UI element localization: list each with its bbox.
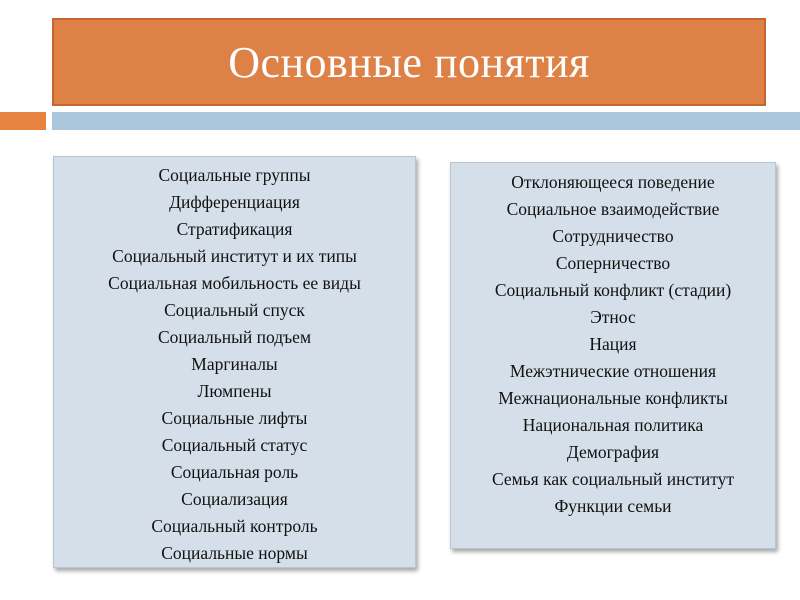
- list-item: Сотрудничество: [552, 226, 674, 246]
- list-item: Социальная роль: [170, 462, 299, 482]
- concepts-panel-left: [53, 156, 416, 568]
- list-item: Функции семьи: [554, 496, 672, 516]
- accent-bar-orange: [0, 112, 46, 130]
- list-item: Люмпены: [197, 381, 272, 401]
- list-item: Социализация: [181, 489, 288, 509]
- left-margin-strip: [0, 17, 52, 105]
- list-item: Нация: [589, 334, 637, 354]
- slide-title: Основные понятия: [228, 37, 590, 87]
- list-item: Межэтнические отношения: [509, 361, 717, 381]
- list-item: Социальный спуск: [164, 300, 305, 320]
- list-item: Социальные группы: [158, 165, 311, 185]
- list-item: Этнос: [590, 307, 636, 327]
- list-item: Демография: [566, 442, 660, 462]
- list-item: Социальный подъем: [157, 327, 312, 347]
- list-item: Социальные нормы: [161, 543, 308, 563]
- list-item: Социальный институт и их типы: [112, 246, 357, 266]
- list-item: Дифференциация: [169, 192, 300, 212]
- list-item: Социальное взаимодействие: [506, 199, 720, 219]
- list-item: Межнациональные конфликты: [498, 388, 728, 408]
- concepts-panel-right: [450, 162, 776, 549]
- accent-bar-blue: [52, 112, 800, 130]
- list-item: Семья как социальный институт: [491, 469, 735, 489]
- concepts-list-left: [54, 162, 415, 567]
- concepts-list-right: [451, 169, 775, 520]
- list-item: Социальный статус: [161, 435, 308, 455]
- list-item: Социальный конфликт (стадии): [494, 280, 732, 300]
- title-banner: [52, 18, 766, 106]
- list-item: Национальная политика: [522, 415, 704, 435]
- list-item: Стратификация: [176, 219, 293, 239]
- list-item: Социальный контроль: [151, 516, 318, 536]
- list-item: Отклоняющееся поведение: [511, 172, 715, 192]
- list-item: Социальная мобильность ее виды: [108, 273, 361, 293]
- list-item: Соперничество: [555, 253, 671, 273]
- list-item: Маргиналы: [191, 354, 278, 374]
- list-item: Социальные лифты: [161, 408, 308, 428]
